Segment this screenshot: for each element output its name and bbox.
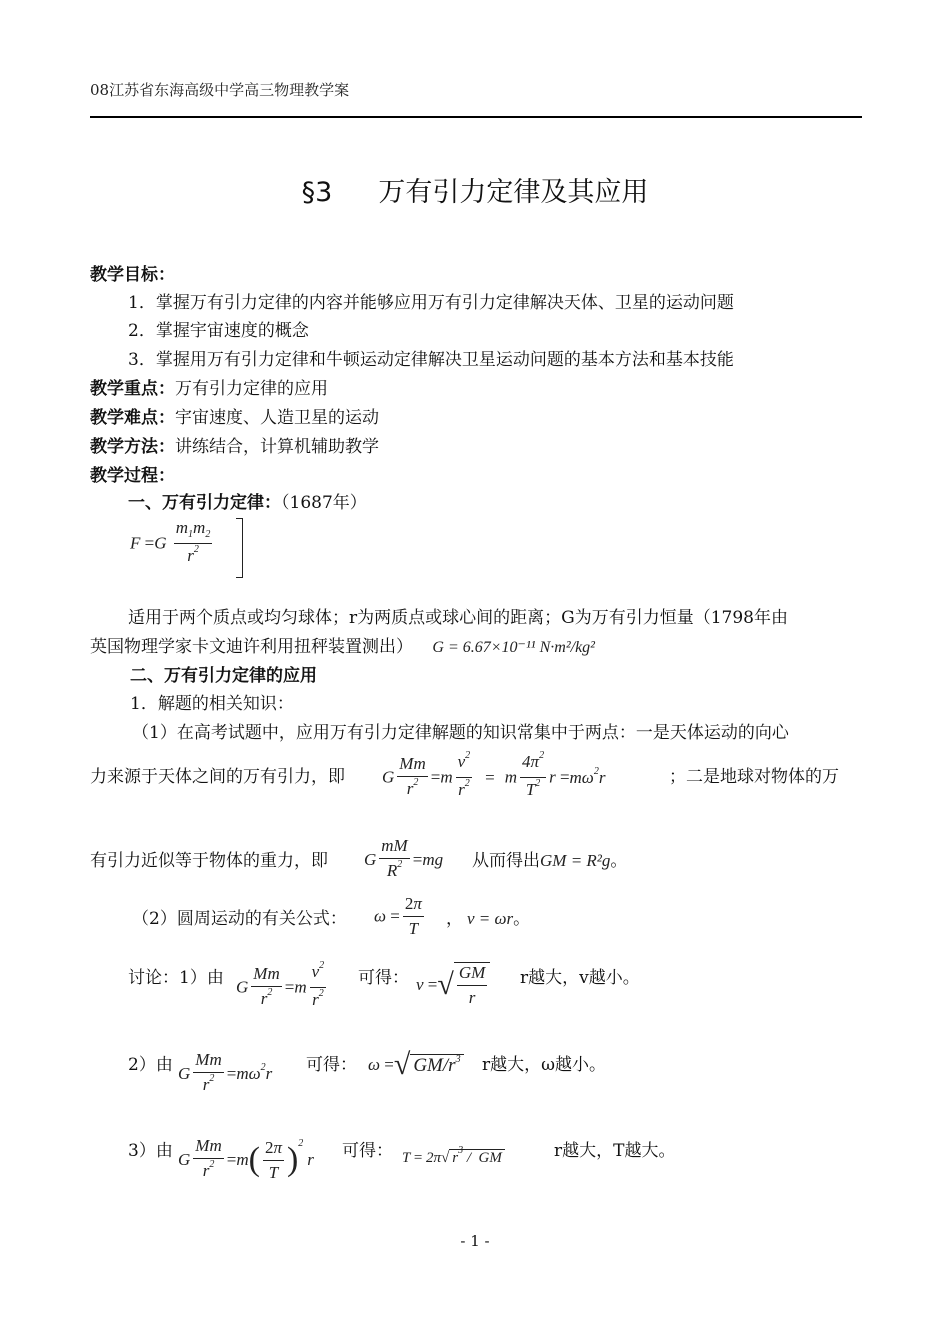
page-number: - 1 - xyxy=(460,1232,490,1250)
difficulty-line xyxy=(90,408,379,428)
formula-bracket xyxy=(236,518,243,578)
discussion-2-b: 可得： xyxy=(306,1055,357,1075)
focus-text: 万有引力定律的应用 xyxy=(175,379,328,399)
centripetal-formula: G $\frac{Mm}{r^2}$ =m $\frac{v^2}{r^2}$ = m $\frac{4\pi^2}{T^2}$ $r =m\omega^2r$ xyxy=(382,750,606,799)
goal-item: 3．掌握用万有引力定律和牛顿运动定律解决卫星运动问题的基本方法和基本技能 xyxy=(128,350,734,370)
part1-desc-line1: 适用于两个质点或均匀球体；r为两质点或球心间的距离；G为万有引力恒量（1798年由 xyxy=(128,608,788,628)
goal-item: 2．掌握宇宙速度的概念 xyxy=(128,321,309,341)
title-text: 万有引力定律及其应用 xyxy=(378,177,649,208)
goals-heading: 教学目标： xyxy=(90,265,175,285)
period-mark: 。 xyxy=(513,909,531,929)
discussion-1-c: r越大，v越小。 xyxy=(520,968,640,988)
discussion-3-a: 3）由 xyxy=(128,1141,173,1161)
discussion-1-a: 讨论：1）由 xyxy=(128,968,224,988)
gm-formula: GM = R²g xyxy=(540,851,611,870)
v-omega-formula: v = ωr xyxy=(467,909,514,928)
part2-heading: 二、万有引力定律的应用 xyxy=(130,666,317,686)
discussion-2-result: ω =√ $GM/r^3$ xyxy=(368,1048,464,1082)
period-mark: 。 xyxy=(610,851,628,871)
discussion-2-formula: G $\frac{Mm}{r^2}$ $=m\omega^2r$ xyxy=(178,1050,273,1094)
method-label: 教学方法： xyxy=(90,437,175,457)
focus-label: 教学重点： xyxy=(90,379,175,399)
discussion-3-b: 可得： xyxy=(342,1141,393,1161)
difficulty-text: 宇宙速度、人造卫星的运动 xyxy=(175,408,379,428)
focus-line xyxy=(90,379,328,399)
part1-heading: 一、万有引力定律： xyxy=(128,493,281,513)
section-number: §3 xyxy=(301,177,333,208)
part2-p2-a: （2）圆周运动的有关公式： xyxy=(132,909,347,929)
discussion-1-b: 可得： xyxy=(358,968,409,988)
goal-item: 1．掌握万有引力定律的内容并能够应用万有引力定律解决天体、卫星的运动问题 xyxy=(128,293,734,313)
page-title xyxy=(0,170,950,209)
part2-sub1: 1．解题的相关知识： xyxy=(130,694,294,714)
discussion-2-a: 2）由 xyxy=(128,1055,173,1075)
part2-p2-rest xyxy=(446,909,530,929)
discussion-1-result: v =√ $\frac{GM}{r}$ xyxy=(416,962,490,1008)
discussion-3-formula: G $\frac{Mm}{r^2}$ =m( $\frac{2\pi}{T}$ )$^2$r xyxy=(178,1136,314,1182)
part2-p1-line2-b: ；二是地球对物体的万 xyxy=(669,767,839,787)
g-constant: G = 6.67×10⁻¹¹ N·m²/kg² xyxy=(432,639,595,656)
discussion-3-c: r越大，T越大。 xyxy=(554,1141,676,1161)
discussion-1-formula: G $\frac{Mm}{r^2}$ =m $\frac{v^2}{r^2}$ xyxy=(236,960,325,1009)
part2-p1-line3-text xyxy=(472,851,627,871)
part1-desc-text: 英国物理学家卡文迪许利用扭秤装置测出） xyxy=(90,637,413,657)
header-rule xyxy=(90,116,862,118)
part1-year: （1687年） xyxy=(281,493,367,513)
derive-text: 从而得出 xyxy=(472,851,540,871)
part1-desc-line2 xyxy=(90,637,595,658)
method-line xyxy=(90,437,379,457)
part2-p1-line2-a: 力来源于天体之间的万有引力，即 xyxy=(90,767,345,787)
comma: ， xyxy=(446,909,463,929)
method-text: 讲练结合，计算机辅助教学 xyxy=(175,437,379,457)
discussion-2-c: r越大，ω越小。 xyxy=(482,1055,606,1075)
part2-p1-line3-a: 有引力近似等于物体的重力，即 xyxy=(90,851,328,871)
part1-heading-line xyxy=(128,493,367,513)
process-heading: 教学过程： xyxy=(90,466,175,486)
difficulty-label: 教学难点： xyxy=(90,408,175,428)
omega-formula: ω = $\frac{2\pi}{T}$ xyxy=(374,894,422,938)
page-header: 08江苏省东海高级中学高三物理教学案 xyxy=(90,81,350,99)
discussion-3-result: T = 2π√ $r^3$ / GM xyxy=(402,1150,505,1167)
gravity-weight-formula: G $\frac{mM}{R^2}$ =mg xyxy=(364,836,444,880)
gravitation-formula: F =G $\frac{m_1m_2}{r^2}$ xyxy=(130,518,211,565)
part2-p1-line1: （1）在高考试题中，应用万有引力定律解题的知识常集中于两点：一是天体运动的向心 xyxy=(132,723,789,743)
